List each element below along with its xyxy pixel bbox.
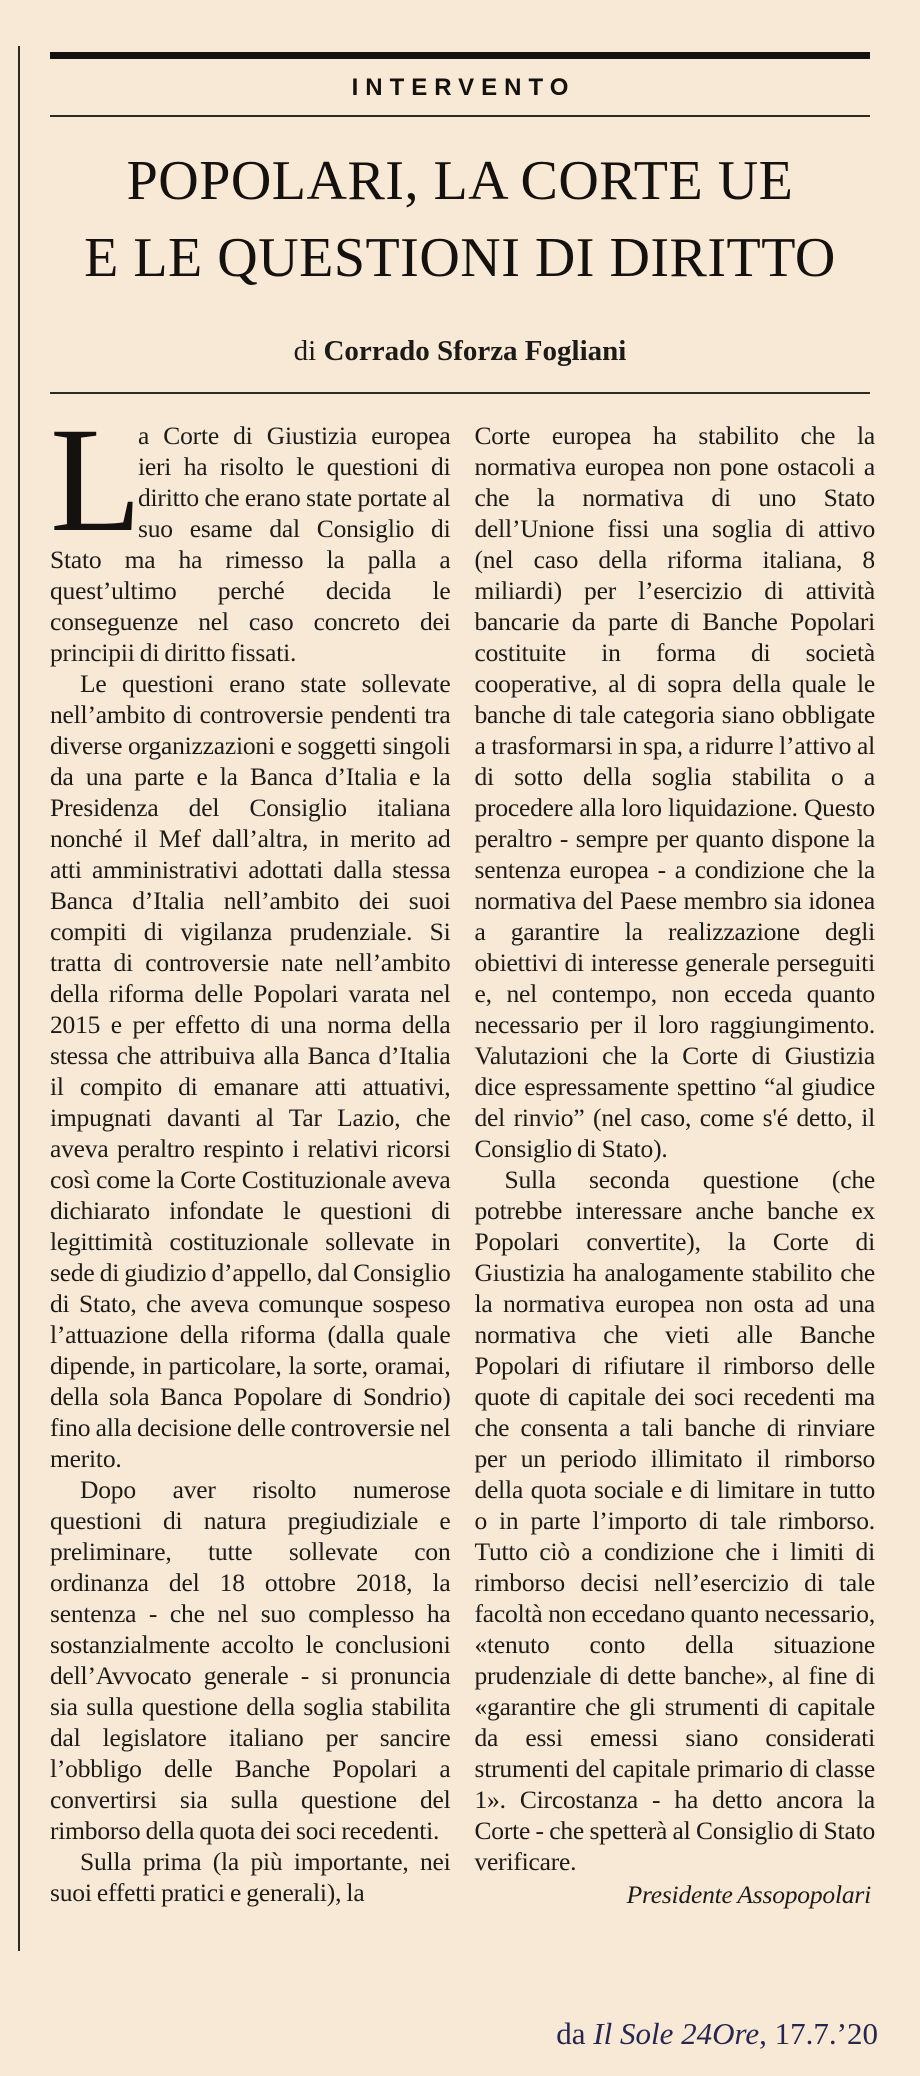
- byline-author: Corrado Sforza Fogliani: [323, 335, 627, 367]
- byline: [50, 335, 870, 368]
- paragraph: Le questioni erano state sollevate nell’ambito di controversie pendenti tra diverse organizzazioni e soggetti singoli da una parte e la Banca d’Italia e la Presidenza del Consiglio italiana nonché il Mef dall’altra, in merito ad atti amministrativi adottati dalla stessa Banca d’Italia nell’ambito dei suoi compiti di vigilanza prudenziale. Si tratta di controversie nate nell’ambito della riforma delle Popolari varata nel 2015 e per effetto di una norma della stessa che attribuiva alla Banca d’Italia il compito di emanare atti attuativi, impugnati davanti al Tar Lazio, che aveva peraltro respinto i relativi ricorsi così come la Corte Costituzionale aveva dichiarato infondate le questioni di legittimità costituzionale sollevate in sede di giudizio d’appello, dal Consiglio di Stato, che aveva comunque sospeso l’attuazione della riforma (dalla quale dipende, in particolare, la sorte, oramai, della sola Banca Popolare di Sondrio) fino alla decisione delle controversie nel merito.: [50, 669, 451, 1473]
- article-column-right: [475, 420, 876, 1910]
- paragraph: Sulla prima (la più importante, nei suoi effetti pratici e generali), la: [50, 1847, 451, 1907]
- article-header: [0, 52, 920, 394]
- byline-prefix: di: [293, 335, 324, 367]
- headline-line1: POPOLARI, LA CORTE UE: [126, 150, 794, 212]
- article-signature: Presidente Assopopolari: [626, 1880, 871, 1909]
- article-column-left: [50, 397, 451, 1910]
- paragraph: Dopo aver risolto numerose questioni di natura pregiudiziale e preliminare, tutte sollevate con ordinanza del 18 ottobre 2018, la sentenza - che nel suo complesso ha sostanzialmente accolto le conclusioni dell’Avvocato generale - si pronuncia sia sulla questione della soglia stabilita dal legislatore italiano per sancire l’obbligo delle Banche Popolari a convertirsi sia sulla questione del rimborso della quota dei soci recedenti.: [50, 1475, 451, 1845]
- top-thick-rule: [50, 52, 870, 59]
- headline-line2: E LE QUESTIONI DI DIRITTO: [84, 227, 836, 289]
- paragraph: Sulla seconda questione (che potrebbe interessare anche banche ex Popolari convertite), la Corte di Giustizia ha analogamente stabilito che la normativa europea non osta ad una normativa che vieti alle Banche Popolari di rifiutare il rimborso delle quote di capitale dei soci recedenti ma che consenta a tali banche di rinviare per un periodo illimitato il rimborso della quota sociale e di limitare in tutto o in parte l’importo di tale rimborso. Tutto ciò a condizione che i limiti di rimborso decisi nell’esercizio di tale facoltà non eccedano quanto necessario, «tenuto conto della situazione prudenziale di dette banche», al fine di «garantire che gli strumenti di capitale da essi emessi siano considerati strumenti del capitale primario di classe 1». Circostanza - ha detto ancora la Corte - che spetterà al Consiglio di Stato verificare.: [474, 1165, 875, 1876]
- article-body: [0, 394, 920, 1910]
- attribution-suffix: , 17.7.’20: [759, 2016, 878, 2051]
- paragraph-lead-text: a Corte di Giustizia europea ieri ha risolto le questioni di diritto che erano state portate al suo esame dal Consiglio di Stato ma ha rimesso la palla a quest’ultimo perché decida le conseguenze nel caso concreto dei principii di diritto fissati.: [50, 421, 451, 667]
- paragraph-continuation: Corte europea ha stabilito che la normativa europea non pone ostacoli a che la normativa di uno Stato dell’Unione fissi una soglia di attivo (nel caso della riforma italiana, 8 miliardi) per l’esercizio di attività bancarie da parte di Banche Popolari costituite in forma di società cooperative, al di sopra della quale le banche di tale categoria siano obbligate a trasformarsi in spa, a ridurre l’attivo al di sotto della soglia stabilita o a procedere alla loro liquidazione. Questo peraltro - sempre per quanto dispone la sentenza europea - a condizione che la normativa del Paese membro sia idonea a garantire la realizzazione degli obiettivi di interesse generale perseguiti e, nel contempo, non ecceda quanto necessario per il loro raggiungimento. Valutazioni che la Corte di Giustizia dice espressamente spettino “al giudice del rinvio” (nel caso, come s'é detto, il Consiglio di Stato).: [474, 421, 875, 1163]
- source-attribution: [556, 2016, 878, 2052]
- attribution-prefix: da: [556, 2016, 594, 2051]
- paragraph-lead: [50, 397, 451, 668]
- left-vertical-rule: [18, 46, 20, 1951]
- drop-cap: L: [50, 397, 142, 563]
- headline: [50, 143, 870, 297]
- kicker-rule: [50, 115, 870, 117]
- section-label: INTERVENTO: [351, 74, 576, 101]
- attribution-source: Il Sole 24Ore: [593, 2016, 760, 2051]
